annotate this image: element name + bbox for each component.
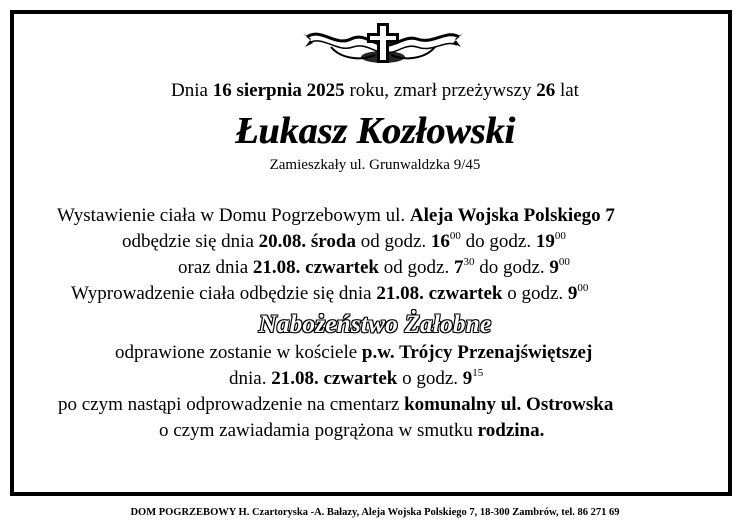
viewing-place-line: Wystawienie ciała w Domu Pogrzebowym ul. Aleja Wojska Polskiego 7 [57, 205, 615, 226]
procession-line: Wyprowadzenie ciała odbędzie się dnia 21.08. czwartek o godz. $9^{00}$ [71, 282, 589, 304]
death-date: 16 sierpnia 2025 [212, 80, 345, 101]
family-label: rodzina. [477, 420, 545, 441]
service-time-line: dnia. 21.08. czwartek o godz. $9^{15}$ [229, 367, 484, 389]
deceased-name: Łukasz Kozłowski [235, 110, 515, 152]
viewing-day1-line: odbędzie się dnia 20.08. środa od godz. $16^{00}$ do godz. $19^{00}$ [122, 230, 566, 252]
funeral-home-footer: DOM POGRZEBOWY H. Czartoryska -A. Bałazy, Aleja Wojska Polskiego 7, 18-300 Zambrów, tel. 86 271 69 [130, 507, 620, 518]
cross-ribbon-icon [301, 17, 465, 67]
viewing-place: Aleja Wojska Polskiego 7 [409, 205, 615, 226]
family-line: o czym zawiadamia pogrążona w smutku rodzina. [159, 420, 545, 441]
church-line: odprawione zostanie w kościele p.w. Trójcy Przenajświętszej [115, 342, 593, 363]
cemetery-line: po czym nastąpi odprowadzenie na cmentarz komunalny ul. Ostrowska [58, 394, 614, 415]
church-name: p.w. Trójcy Przenajświętszej [361, 342, 593, 363]
death-announcement: Dnia 16 sierpnia 2025 roku, zmarł przeżywszy 26 lat [171, 80, 579, 101]
viewing-day2-line: oraz dnia 21.08. czwartek od godz. $7^{30}$ do godz. $9^{00}$ [178, 256, 570, 278]
age: 26 [536, 80, 556, 101]
deceased-address: Zamieszkały ul. Grunwaldzka 9/45 [269, 157, 481, 173]
cemetery-name: komunalny ul. Ostrowska [404, 394, 614, 415]
service-title: Nabożeństwo Żałobne [258, 311, 492, 338]
